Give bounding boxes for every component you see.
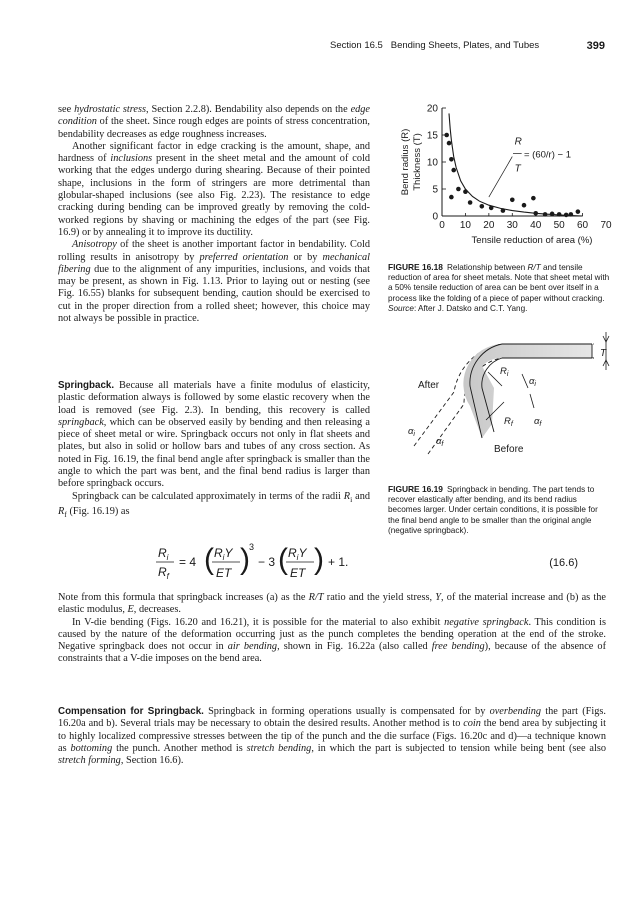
eq-paren-open-2: ( — [278, 543, 288, 576]
eq-inner-den-2: ET — [290, 566, 306, 580]
curve-label-leader — [489, 157, 512, 198]
figure-16-18-caption-text: Relationship between R/T and tensile reduction of area for sheet metals. Note that sheet metal with a 50% tensile reduction of area can be bent over itself in a process like the folding of a piece of paper without cracking. Source: After J. Datsko and C.T. Yang. — [388, 263, 610, 313]
data-point — [447, 141, 452, 146]
alpha-i-right-label: $\alpha_i$ — [529, 376, 536, 388]
eq-paren-close-2: ) — [314, 543, 324, 576]
page-header — [330, 40, 605, 52]
x-tick-label: 10 — [459, 220, 471, 231]
compensation-section — [58, 706, 606, 767]
paragraph-2: Another significant factor in edge cracking is the amount, shape, and hardness of inclusions present in the sheet metal and the amount of cold working that the edges undergo during shearing. Because of their pointed shape, inclusions in the form of stringers are more detrimental than globular-shaped inclusions (see also Fig. 2.23). The resistance to edge cracking during bending can be improved greatly by removing the cold-worked regions by shaving or machining the edges of the part (see Fig. 16.9) or by annealing it to improve its ductility. — [58, 140, 370, 238]
figure-16-18-label: FIGURE 16.18 — [388, 262, 443, 272]
after-shape-outer — [414, 344, 594, 446]
eq-inner-den-1: ET — [216, 566, 232, 580]
x-tick-label: 50 — [553, 220, 565, 231]
data-point — [522, 203, 527, 208]
eq-number: (16.6) — [549, 557, 578, 569]
paragraph-4 — [58, 380, 370, 491]
figure-16-18-chart — [384, 98, 614, 258]
y-tick-label: 20 — [426, 103, 438, 115]
figure-16-19-caption — [388, 484, 610, 536]
data-point — [444, 133, 449, 138]
data-point — [510, 198, 515, 203]
left-column-text — [58, 104, 370, 325]
header-section-number: Section 16.5 — [330, 40, 383, 51]
eq-inner-num-2: $R_iY$ — [288, 546, 307, 562]
full-width-text — [58, 592, 606, 666]
y-axis-label-line1: Bend radius (R) — [400, 128, 411, 196]
paragraph-3: Anisotropy of the sheet is another important factor in bendability. Cold rolling results in anisotropy by preferred orientation or by mechanical fibering due to the alignment of any impurities, inclusions, and voids that may be present, as shown in Fig. 1.13. Prior to laying out or nesting (see Fig. 16.55) blanks for subsequent bending, caution should be exercised to cut in the proper direction from a rolled sheet; however, this choice may not always be possible in practice. — [58, 239, 370, 325]
x-tick-label: 20 — [483, 220, 495, 231]
y-tick-label: 10 — [426, 157, 438, 169]
data-point — [543, 212, 548, 217]
x-tick-label: 30 — [506, 220, 518, 231]
x-axis-label: Tensile reduction of area (%) — [471, 235, 593, 246]
header-section — [330, 40, 539, 52]
springback-section — [58, 380, 370, 521]
page-number: 399 — [586, 40, 605, 52]
alpha-f-right-label: $\alpha_f$ — [534, 416, 542, 428]
data-point — [569, 212, 574, 217]
eq-tail: + 1. — [328, 555, 349, 569]
data-point — [576, 209, 581, 214]
alpha-i-left-label: $\alpha_i$ — [408, 426, 415, 438]
paragraph-5: Springback can be calculated approximately in terms of the radii $R_i$ and $R_f$ (Fig. 16.19) as — [58, 490, 370, 520]
eq-power: 3 — [249, 542, 255, 552]
eq-coef2: − 3 — [258, 555, 276, 569]
data-point — [489, 206, 494, 211]
after-label: After — [418, 380, 440, 391]
eq-lhs-num: $R_i$ — [158, 546, 169, 562]
data-point — [557, 212, 562, 217]
paragraph-1: see hydrostatic stress, Section 2.2.8). Bendability also depends on the edge condition of the sheet. Since rough edges are points of stress concentration, bendability decreases as edge roughness increases. — [58, 104, 370, 140]
header-section-title: Bending Sheets, Plates, and Tubes — [390, 40, 540, 51]
data-point — [456, 187, 461, 192]
data-point — [463, 189, 468, 194]
paragraph-8 — [58, 706, 606, 767]
data-point — [480, 204, 485, 209]
eq-lhs-den: $R_f$ — [158, 565, 169, 581]
eq-paren-close-1: ) — [240, 543, 250, 576]
data-point — [451, 168, 456, 173]
y-tick-label: 0 — [432, 211, 438, 223]
after-shape-inner — [428, 358, 594, 454]
paragraph-4-body: Because all materials have a finite modulus of elasticity, plastic deformation always is followed by some elastic recovery when the load is removed (see Fig. 2.3). In bending, this recovery is called springback, which can be observed easily by bending and then releasing a piece of sheet metal or wire. Springback occurs not only in flat sheets and plates, but also in solid or hollow bars and tubes of any cross section. As noted in Fig. 16.19, the final bend angle after springback is smaller than the angle to which the part was bent, and the final bend radius is larger than before springback occurs. — [58, 380, 370, 490]
curve-label-den: T — [514, 163, 521, 175]
data-point — [531, 196, 536, 201]
y-axis-label-line2: Thickness (T) — [412, 133, 423, 191]
eq-inner-num-1: $R_iY$ — [214, 546, 233, 562]
figure-16-19-diagram — [384, 328, 620, 478]
paragraph-8-body: Springback in forming operations usually is compensated for by overbending the part (Figs. 16.20a and b). Several trials may be necessary to obtain the desired results. Another method is to coin the bend area by subjecting it to highly localized compressive stresses between the tip of the punch and the die surface (Figs. 16.20c and d)—a technique known as bottoming the punch. Another method is stretch bending, in which the part is subjected to tension while being bent (see also stretch forming, Section 16.6). — [58, 706, 607, 767]
alpha-f-left-label: $\alpha_f$ — [436, 436, 444, 448]
data-point — [564, 213, 569, 218]
eq-coef1: = 4 — [179, 555, 197, 569]
x-tick-label: 60 — [577, 220, 589, 231]
before-label: Before — [494, 444, 524, 455]
T-label: T — [600, 348, 607, 359]
data-point — [533, 211, 538, 216]
figure-16-19-caption-text: Springback in bending. The part tends to recover elastically after bending, and its bend radius becomes larger. Under certain conditions, it is possible for the final bend angle to be smaller than the original angle (negative springback). — [388, 485, 598, 535]
data-point — [550, 212, 555, 217]
eq-paren-open-1: ( — [204, 543, 214, 576]
figure-16-19-label: FIGURE 16.19 — [388, 484, 443, 494]
springback-heading: Springback. — [58, 380, 115, 391]
x-tick-label: 0 — [439, 220, 445, 231]
equation-16-6 — [150, 540, 590, 586]
compensation-heading: Compensation for Springback. — [58, 706, 204, 717]
Ri-label: $R_i$ — [500, 366, 509, 378]
x-tick-label: 40 — [530, 220, 542, 231]
data-point — [501, 208, 506, 213]
y-tick-label: 5 — [432, 184, 438, 196]
curve-label-rhs: = (60/r) − 1 — [524, 149, 571, 161]
y-tick-label: 15 — [426, 130, 438, 142]
data-point — [449, 157, 454, 162]
paragraph-7: In V-die bending (Figs. 16.20 and 16.21), it is possible for the material to also exhibit negative springback. This condition is caused by the nature of the deformation occurring just as the punch completes the bending operation at the end of the stroke. Negative springback does not occur in air bending, shown in Fig. 16.22a (also called free bending), because of the absence of constraints that a V-die imposes on the bend area. — [58, 616, 607, 665]
data-point — [468, 200, 473, 205]
figure-16-18-caption — [388, 262, 610, 314]
Rf-label: $R_f$ — [504, 416, 513, 428]
x-tick-label: 70 — [600, 220, 612, 231]
paragraph-6: Note from this formula that springback increases (a) as the R/T ratio and the yield stress, Y, of the material increase and (b) as the elastic modulus, E, decreases. — [58, 592, 606, 616]
curve-label-num: R — [514, 136, 522, 148]
data-point — [449, 195, 454, 200]
